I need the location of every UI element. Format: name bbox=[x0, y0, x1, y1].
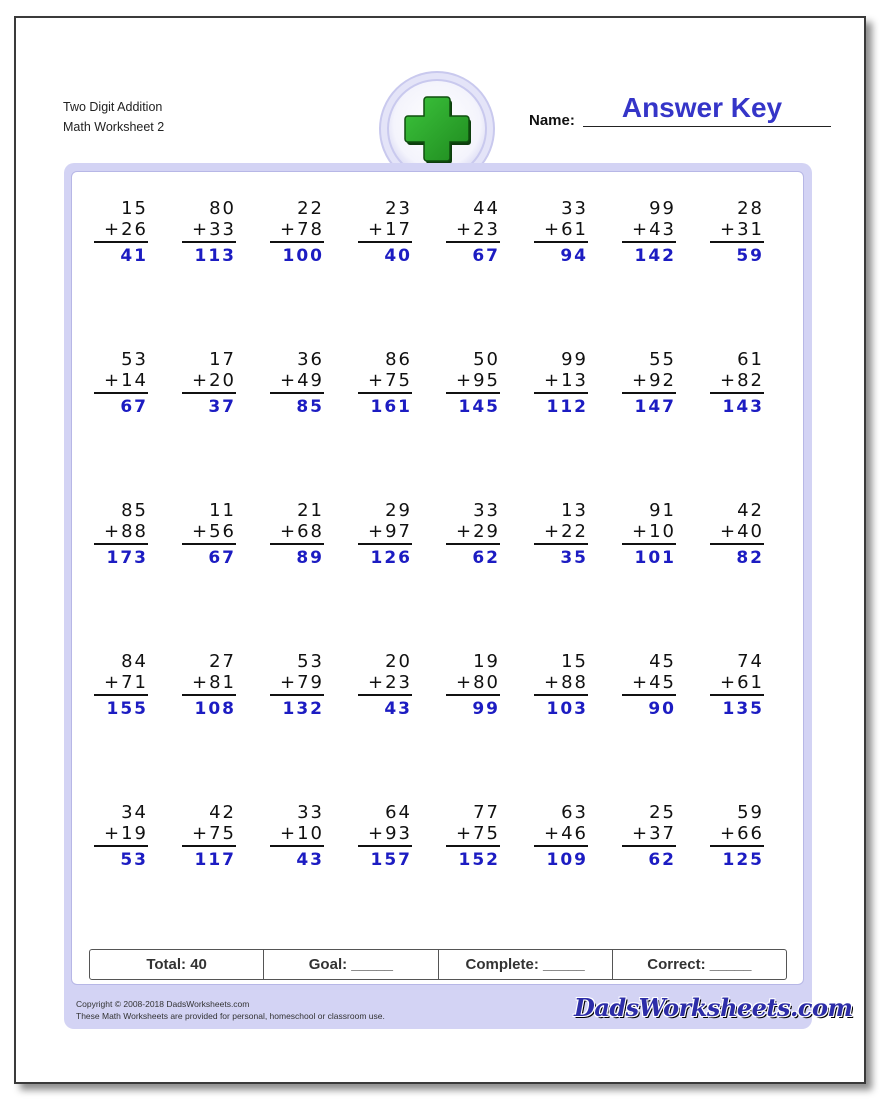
problem-answer: 157 bbox=[370, 850, 412, 870]
addition-problem bbox=[616, 349, 676, 417]
problem-bottom-number: +75 bbox=[192, 823, 236, 844]
sum-line bbox=[446, 392, 500, 394]
problem-answer: 67 bbox=[120, 397, 148, 417]
sum-line bbox=[710, 845, 764, 847]
addition-problem bbox=[440, 198, 500, 266]
problem-top-number: 74 bbox=[737, 651, 764, 672]
problem-top-number: 25 bbox=[649, 802, 676, 823]
problem-bottom-number: +97 bbox=[368, 521, 412, 542]
problem-top-number: 11 bbox=[209, 500, 236, 521]
name-field-line bbox=[583, 126, 831, 127]
problem-bottom-number: +88 bbox=[544, 672, 588, 693]
problem-answer: 125 bbox=[722, 850, 764, 870]
addition-problem bbox=[704, 651, 764, 719]
addition-problem bbox=[176, 349, 236, 417]
problem-answer: 142 bbox=[634, 246, 676, 266]
sum-line bbox=[94, 543, 148, 545]
problem-answer: 85 bbox=[296, 397, 324, 417]
problem-answer: 35 bbox=[560, 548, 588, 568]
addition-problem bbox=[528, 500, 588, 568]
addition-problem bbox=[176, 500, 236, 568]
sum-line bbox=[358, 543, 412, 545]
problem-top-number: 55 bbox=[649, 349, 676, 370]
problem-top-number: 91 bbox=[649, 500, 676, 521]
addition-problem bbox=[528, 349, 588, 417]
problem-bottom-number: +33 bbox=[192, 219, 236, 240]
score-goal: Goal: _____ bbox=[264, 950, 438, 979]
problem-top-number: 23 bbox=[385, 198, 412, 219]
addition-problem bbox=[616, 802, 676, 870]
score-bar bbox=[89, 949, 787, 980]
problem-top-number: 33 bbox=[561, 198, 588, 219]
problem-answer: 99 bbox=[472, 699, 500, 719]
problem-bottom-number: +17 bbox=[368, 219, 412, 240]
addition-problem bbox=[352, 198, 412, 266]
problem-answer: 152 bbox=[458, 850, 500, 870]
problem-bottom-number: +23 bbox=[456, 219, 500, 240]
problem-answer: 43 bbox=[384, 699, 412, 719]
problem-answer: 82 bbox=[736, 548, 764, 568]
sum-line bbox=[710, 543, 764, 545]
problem-answer: 59 bbox=[736, 246, 764, 266]
addition-problem bbox=[88, 500, 148, 568]
problem-bottom-number: +29 bbox=[456, 521, 500, 542]
problem-bottom-number: +37 bbox=[632, 823, 676, 844]
problem-bottom-number: +46 bbox=[544, 823, 588, 844]
addition-problem bbox=[176, 802, 236, 870]
problem-top-number: 44 bbox=[473, 198, 500, 219]
sum-line bbox=[94, 392, 148, 394]
problem-bottom-number: +13 bbox=[544, 370, 588, 391]
sum-line bbox=[534, 392, 588, 394]
problem-top-number: 45 bbox=[649, 651, 676, 672]
problem-top-number: 33 bbox=[297, 802, 324, 823]
problem-answer: 41 bbox=[120, 246, 148, 266]
problem-bottom-number: +81 bbox=[192, 672, 236, 693]
problem-answer: 67 bbox=[208, 548, 236, 568]
sum-line bbox=[94, 845, 148, 847]
problem-answer: 132 bbox=[282, 699, 324, 719]
problem-bottom-number: +43 bbox=[632, 219, 676, 240]
problem-bottom-number: +78 bbox=[280, 219, 324, 240]
problem-top-number: 64 bbox=[385, 802, 412, 823]
addition-problem bbox=[176, 198, 236, 266]
addition-problem bbox=[352, 802, 412, 870]
addition-problem bbox=[616, 500, 676, 568]
sum-line bbox=[94, 694, 148, 696]
addition-problem bbox=[528, 198, 588, 266]
problem-top-number: 17 bbox=[209, 349, 236, 370]
problem-bottom-number: +71 bbox=[104, 672, 148, 693]
problem-bottom-number: +61 bbox=[544, 219, 588, 240]
sum-line bbox=[534, 694, 588, 696]
problem-bottom-number: +61 bbox=[720, 672, 764, 693]
addition-problem bbox=[528, 651, 588, 719]
problem-top-number: 53 bbox=[121, 349, 148, 370]
addition-problem bbox=[528, 802, 588, 870]
problem-bottom-number: +31 bbox=[720, 219, 764, 240]
problem-top-number: 80 bbox=[209, 198, 236, 219]
problem-top-number: 50 bbox=[473, 349, 500, 370]
addition-problem bbox=[440, 651, 500, 719]
addition-problem bbox=[264, 500, 324, 568]
addition-problem bbox=[176, 651, 236, 719]
problem-answer: 112 bbox=[546, 397, 588, 417]
problem-answer: 53 bbox=[120, 850, 148, 870]
problem-answer: 155 bbox=[106, 699, 148, 719]
addition-problem bbox=[616, 198, 676, 266]
problem-top-number: 86 bbox=[385, 349, 412, 370]
problem-top-number: 59 bbox=[737, 802, 764, 823]
addition-problem bbox=[616, 651, 676, 719]
problem-top-number: 22 bbox=[297, 198, 324, 219]
problem-bottom-number: +10 bbox=[280, 823, 324, 844]
addition-problem bbox=[264, 349, 324, 417]
problem-answer: 143 bbox=[722, 397, 764, 417]
addition-problem bbox=[88, 802, 148, 870]
problem-answer: 62 bbox=[648, 850, 676, 870]
problem-answer: 94 bbox=[560, 246, 588, 266]
problem-answer: 109 bbox=[546, 850, 588, 870]
problem-bottom-number: +49 bbox=[280, 370, 324, 391]
problem-top-number: 85 bbox=[121, 500, 148, 521]
sum-line bbox=[534, 241, 588, 243]
problem-top-number: 42 bbox=[737, 500, 764, 521]
problem-bottom-number: +82 bbox=[720, 370, 764, 391]
problem-answer: 126 bbox=[370, 548, 412, 568]
answer-key-text: Answer Key bbox=[621, 92, 783, 123]
addition-problem bbox=[704, 802, 764, 870]
problem-top-number: 77 bbox=[473, 802, 500, 823]
addition-problem bbox=[704, 349, 764, 417]
problem-answer: 100 bbox=[282, 246, 324, 266]
problem-answer: 67 bbox=[472, 246, 500, 266]
problem-top-number: 21 bbox=[297, 500, 324, 521]
addition-problem bbox=[264, 651, 324, 719]
problem-answer: 90 bbox=[648, 699, 676, 719]
sum-line bbox=[270, 392, 324, 394]
problem-top-number: 42 bbox=[209, 802, 236, 823]
problem-top-number: 27 bbox=[209, 651, 236, 672]
copyright-line-1: Copyright © 2008-2018 DadsWorksheets.com bbox=[76, 999, 250, 1009]
addition-problem bbox=[440, 349, 500, 417]
problem-top-number: 13 bbox=[561, 500, 588, 521]
sum-line bbox=[622, 694, 676, 696]
title-line-1: Two Digit Addition bbox=[63, 100, 163, 114]
problem-answer: 147 bbox=[634, 397, 676, 417]
addition-problem bbox=[264, 802, 324, 870]
addition-problem bbox=[704, 500, 764, 568]
problem-bottom-number: +93 bbox=[368, 823, 412, 844]
sum-line bbox=[622, 392, 676, 394]
problem-bottom-number: +19 bbox=[104, 823, 148, 844]
sum-line bbox=[270, 543, 324, 545]
problem-top-number: 33 bbox=[473, 500, 500, 521]
copyright-notice bbox=[76, 998, 385, 1022]
sum-line bbox=[358, 694, 412, 696]
problem-top-number: 99 bbox=[649, 198, 676, 219]
problem-answer: 135 bbox=[722, 699, 764, 719]
site-logo: DadsWorksheets.com bbox=[574, 993, 853, 1022]
problem-answer: 173 bbox=[106, 548, 148, 568]
problem-bottom-number: +26 bbox=[104, 219, 148, 240]
score-complete: Complete: _____ bbox=[439, 950, 613, 979]
sum-line bbox=[534, 845, 588, 847]
problem-bottom-number: +88 bbox=[104, 521, 148, 542]
sum-line bbox=[270, 694, 324, 696]
problem-top-number: 28 bbox=[737, 198, 764, 219]
addition-problem bbox=[352, 651, 412, 719]
problem-answer: 103 bbox=[546, 699, 588, 719]
addition-problem bbox=[88, 349, 148, 417]
sum-line bbox=[534, 543, 588, 545]
sum-line bbox=[358, 845, 412, 847]
sum-line bbox=[710, 241, 764, 243]
sum-line bbox=[446, 694, 500, 696]
sum-line bbox=[182, 543, 236, 545]
sum-line bbox=[358, 392, 412, 394]
addition-problem bbox=[352, 500, 412, 568]
problem-bottom-number: +20 bbox=[192, 370, 236, 391]
sum-line bbox=[182, 694, 236, 696]
addition-problem bbox=[440, 802, 500, 870]
score-total: Total: 40 bbox=[90, 950, 264, 979]
sum-line bbox=[94, 241, 148, 243]
problem-answer: 101 bbox=[634, 548, 676, 568]
problem-bottom-number: +10 bbox=[632, 521, 676, 542]
sum-line bbox=[710, 694, 764, 696]
score-correct: Correct: _____ bbox=[647, 956, 752, 973]
problem-top-number: 99 bbox=[561, 349, 588, 370]
problem-bottom-number: +75 bbox=[456, 823, 500, 844]
problem-answer: 145 bbox=[458, 397, 500, 417]
sum-line bbox=[182, 845, 236, 847]
sum-line bbox=[446, 845, 500, 847]
sum-line bbox=[182, 392, 236, 394]
problem-top-number: 84 bbox=[121, 651, 148, 672]
problem-top-number: 63 bbox=[561, 802, 588, 823]
problem-top-number: 61 bbox=[737, 349, 764, 370]
addition-problem bbox=[88, 198, 148, 266]
problem-bottom-number: +66 bbox=[720, 823, 764, 844]
sum-line bbox=[270, 241, 324, 243]
problem-bottom-number: +79 bbox=[280, 672, 324, 693]
title-line-2: Math Worksheet 2 bbox=[63, 120, 165, 134]
problem-top-number: 20 bbox=[385, 651, 412, 672]
sum-line bbox=[270, 845, 324, 847]
problem-top-number: 19 bbox=[473, 651, 500, 672]
addition-problem bbox=[352, 349, 412, 417]
addition-problem bbox=[88, 651, 148, 719]
problem-top-number: 15 bbox=[561, 651, 588, 672]
sum-line bbox=[622, 845, 676, 847]
problem-answer: 40 bbox=[384, 246, 412, 266]
name-label: Name: bbox=[529, 112, 575, 129]
problem-bottom-number: +45 bbox=[632, 672, 676, 693]
problem-top-number: 15 bbox=[121, 198, 148, 219]
problem-bottom-number: +14 bbox=[104, 370, 148, 391]
addition-problem bbox=[264, 198, 324, 266]
copyright-line-2: These Math Worksheets are provided for personal, homeschool or classroom use. bbox=[76, 1011, 385, 1021]
problem-top-number: 29 bbox=[385, 500, 412, 521]
problem-answer: 43 bbox=[296, 850, 324, 870]
addition-problem bbox=[704, 198, 764, 266]
problem-top-number: 53 bbox=[297, 651, 324, 672]
problem-bottom-number: +68 bbox=[280, 521, 324, 542]
sum-line bbox=[622, 241, 676, 243]
problem-top-number: 36 bbox=[297, 349, 324, 370]
sum-line bbox=[358, 241, 412, 243]
problem-bottom-number: +92 bbox=[632, 370, 676, 391]
problem-answer: 108 bbox=[194, 699, 236, 719]
problem-answer: 113 bbox=[194, 246, 236, 266]
problem-answer: 37 bbox=[208, 397, 236, 417]
problem-answer: 117 bbox=[194, 850, 236, 870]
sum-line bbox=[182, 241, 236, 243]
worksheet-title bbox=[63, 97, 164, 137]
problem-answer: 89 bbox=[296, 548, 324, 568]
addition-problem bbox=[440, 500, 500, 568]
sum-line bbox=[446, 543, 500, 545]
problem-bottom-number: +75 bbox=[368, 370, 412, 391]
problem-answer: 62 bbox=[472, 548, 500, 568]
problem-bottom-number: +95 bbox=[456, 370, 500, 391]
sum-line bbox=[622, 543, 676, 545]
problem-bottom-number: +23 bbox=[368, 672, 412, 693]
problem-bottom-number: +56 bbox=[192, 521, 236, 542]
problem-top-number: 34 bbox=[121, 802, 148, 823]
sum-line bbox=[710, 392, 764, 394]
problem-bottom-number: +40 bbox=[720, 521, 764, 542]
problem-bottom-number: +80 bbox=[456, 672, 500, 693]
sum-line bbox=[446, 241, 500, 243]
problem-bottom-number: +22 bbox=[544, 521, 588, 542]
problem-answer: 161 bbox=[370, 397, 412, 417]
